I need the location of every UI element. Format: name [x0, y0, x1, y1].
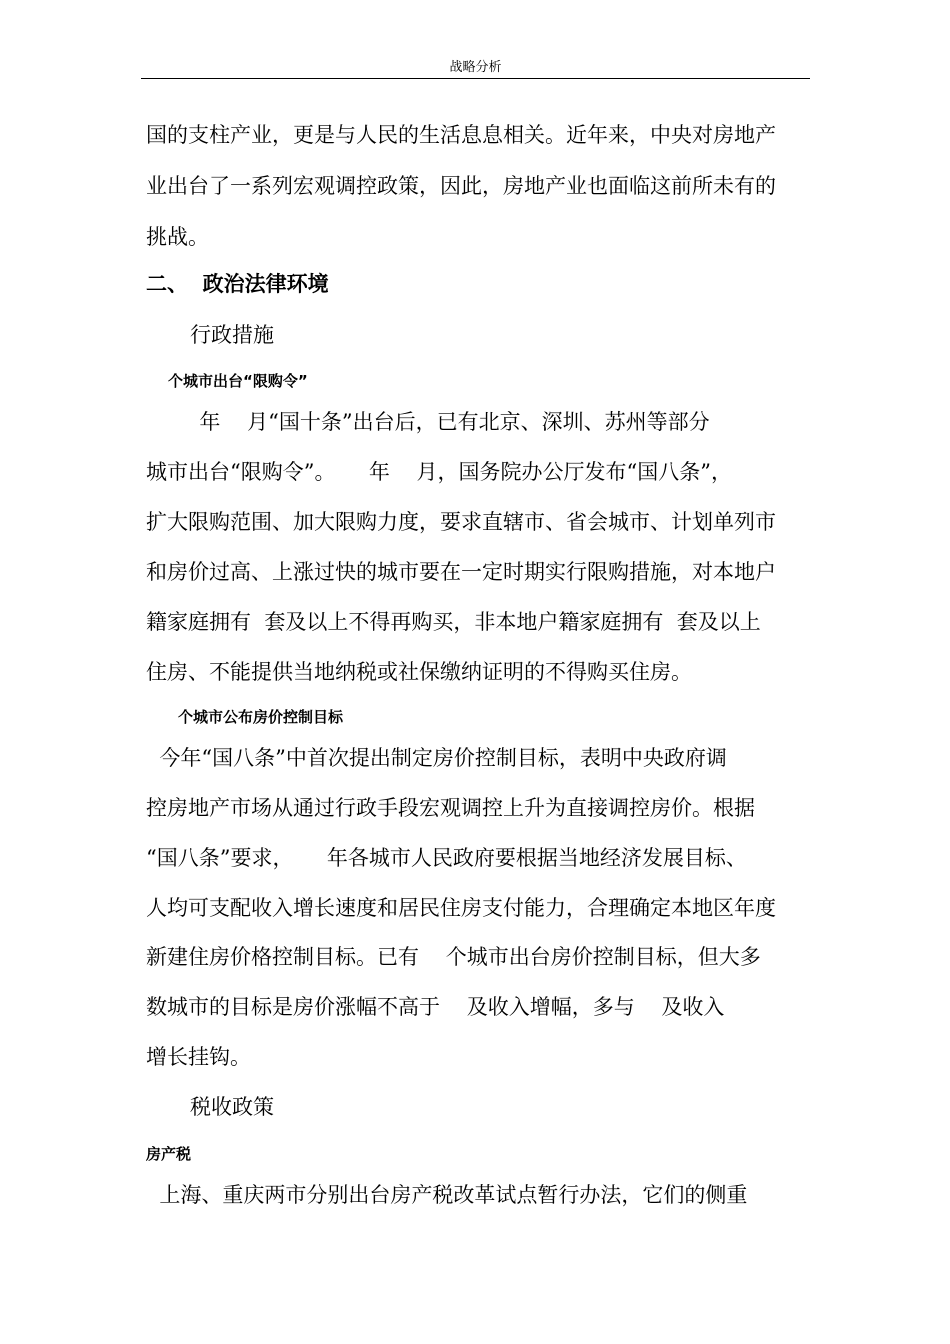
- text-line: 扩大限购范围、加大限购力度，要求直辖市、省会城市、计划单列市: [146, 510, 776, 534]
- page-header-title: 战略分析: [449, 60, 502, 75]
- text-line: 和房价过高、上涨过快的城市要在一定时期实行限购措施，对本地户: [146, 560, 776, 584]
- text-line: 住房、不能提供当地纳税或社保缴纳证明的不得购买住房。: [146, 660, 692, 684]
- minor-heading: 个城市公布房价控制目标: [178, 708, 344, 726]
- header-rule: [141, 78, 810, 79]
- text-line: 今年“国八条”中首次提出制定房价控制目标，表明中央政府调: [146, 746, 727, 770]
- text-line: 籍家庭拥有 套及以上不得再购买，非本地户籍家庭拥有 套及以上: [146, 610, 761, 634]
- text-line: 城市出台“限购令”。 年 月，国务院办公厅发布“国八条”，: [146, 460, 733, 484]
- text-line: 年 月“国十条”出台后，已有北京、深圳、苏州等部分: [146, 410, 710, 434]
- text-line: 新建住房价格控制目标。已有 个城市出台房价控制目标，但大多: [146, 945, 761, 969]
- text-line: 挑战。: [146, 225, 209, 249]
- text-line: 人均可支配收入增长速度和居民住房支付能力，合理确定本地区年度: [146, 896, 776, 920]
- subsection-title: 税收政策: [190, 1095, 274, 1119]
- text-line: 增长挂钩。: [146, 1045, 251, 1069]
- minor-heading: 房产税: [146, 1145, 192, 1163]
- text-line: 上海、重庆两市分别出台房产税改革试点暂行办法，它们的侧重: [146, 1183, 748, 1207]
- text-line: “国八条”要求， 年各城市人民政府要根据当地经济发展目标、: [146, 846, 747, 870]
- text-line: 数城市的目标是房价涨幅不高于 及收入增幅，多与 及收入: [146, 995, 725, 1019]
- section-heading: 二、 政治法律环境: [146, 272, 329, 296]
- text-line: 控房地产市场从通过行政手段宏观调控上升为直接调控房价。根据: [146, 796, 755, 820]
- subsection-title: 行政措施: [190, 323, 274, 347]
- text-line: 业出台了一系列宏观调控政策，因此，房地产业也面临这前所未有的: [146, 174, 776, 198]
- minor-heading: 个城市出台“限购令”: [168, 372, 308, 390]
- text-line: 国的支柱产业，更是与人民的生活息息相关。近年来，中央对房地产: [146, 123, 776, 147]
